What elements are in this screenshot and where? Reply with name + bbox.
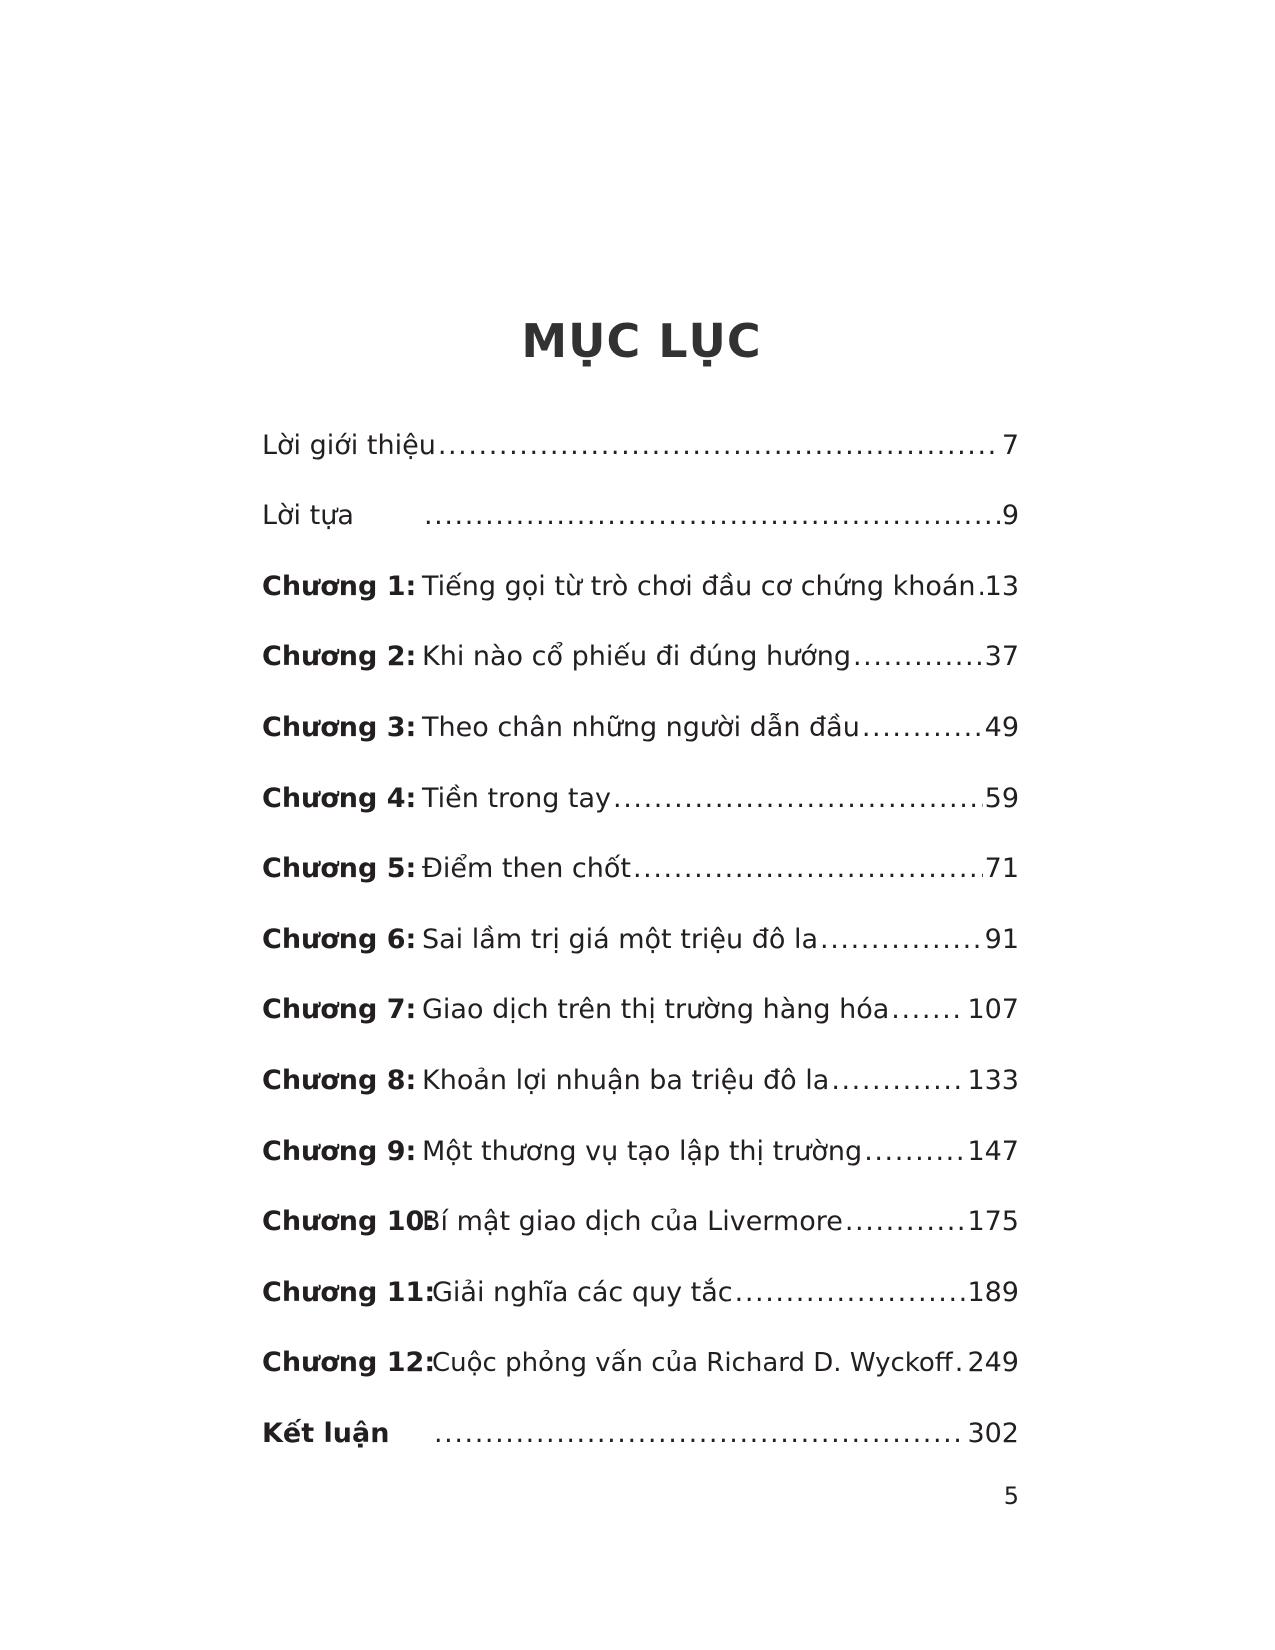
toc-entry-page: 249 xyxy=(967,1347,1019,1379)
toc-entry-label: Chương 10: xyxy=(262,1206,436,1238)
toc-entry-label: Lời giới thiệu xyxy=(262,429,436,461)
toc-entry-label: Chương 6: xyxy=(262,923,417,955)
toc-entry-chapter-9 xyxy=(262,1104,1019,1175)
toc-entry-label: Chương 7: xyxy=(262,994,417,1026)
toc-entry-page: 59 xyxy=(984,782,1019,814)
toc-entry-label: Chương 3: xyxy=(262,711,417,743)
dot-leader xyxy=(735,1279,966,1316)
toc-entry-title: Sai lầm trị giá một triệu đô la xyxy=(422,923,819,955)
dot-leader xyxy=(820,926,983,963)
dot-leader xyxy=(853,643,983,680)
table-of-contents xyxy=(262,398,1019,1457)
dot-leader xyxy=(862,714,983,751)
toc-entry-title: Bí mật giao dịch của Livermore xyxy=(422,1206,843,1238)
toc-entry-label: Chương 9: xyxy=(262,1135,417,1167)
toc-entry-title: Điểm then chốt xyxy=(422,853,631,885)
toc-entry-chapter-3 xyxy=(262,680,1019,751)
toc-entry-label: Chương 12: xyxy=(262,1347,436,1379)
toc-entry-chapter-4 xyxy=(262,751,1019,822)
toc-entry-chapter-5 xyxy=(262,822,1019,893)
toc-entry-page: 71 xyxy=(984,853,1019,885)
page-number: 5 xyxy=(1003,1482,1019,1510)
toc-entry-label: Chương 5: xyxy=(262,853,417,885)
toc-entry-title: Khi nào cổ phiếu đi đúng hướng xyxy=(422,641,851,673)
toc-entry-chapter-11 xyxy=(262,1245,1019,1316)
toc-entry-chapter-6 xyxy=(262,892,1019,963)
page-title: MỤC LỤC xyxy=(521,314,762,368)
toc-entry-preface xyxy=(262,469,1019,540)
toc-entry-page: 37 xyxy=(984,641,1019,673)
toc-entry-page: 302 xyxy=(967,1417,1019,1449)
toc-entry-chapter-10 xyxy=(262,1175,1019,1246)
toc-entry-title: Khoản lợi nhuận ba triệu đô la xyxy=(422,1064,830,1096)
toc-entry-page: 9 xyxy=(1001,500,1019,532)
toc-entry-chapter-7 xyxy=(262,963,1019,1034)
dot-leader xyxy=(978,573,983,610)
dot-leader xyxy=(438,432,1000,469)
toc-entry-intro xyxy=(262,398,1019,469)
toc-entry-page: 7 xyxy=(1001,429,1019,461)
dot-leader xyxy=(891,996,965,1033)
toc-entry-title: Một thương vụ tạo lập thị trường xyxy=(422,1135,863,1167)
toc-entry-page: 91 xyxy=(984,923,1019,955)
toc-entry-title: Tiếng gọi từ trò chơi đầu cơ chứng khoán xyxy=(422,570,976,602)
toc-entry-label: Kết luận xyxy=(262,1417,390,1449)
dot-leader xyxy=(845,1208,966,1245)
dot-leader xyxy=(633,855,983,892)
toc-entry-label: Chương 8: xyxy=(262,1064,417,1096)
toc-entry-title: Giải nghĩa các quy tắc xyxy=(432,1276,733,1308)
toc-entry-page: 133 xyxy=(967,1064,1019,1096)
toc-entry-conclusion xyxy=(262,1386,1019,1457)
toc-entry-page: 189 xyxy=(967,1276,1019,1308)
toc-entry-label: Chương 1: xyxy=(262,570,417,602)
toc-entry-label: Chương 4: xyxy=(262,782,417,814)
toc-entry-page: 13 xyxy=(984,570,1019,602)
dot-leader xyxy=(434,1420,965,1457)
toc-entry-title: Theo chân những người dẫn đầu xyxy=(422,711,860,743)
toc-entry-page: 147 xyxy=(967,1135,1019,1167)
toc-entry-label: Chương 2: xyxy=(262,641,417,673)
dot-leader xyxy=(864,1138,965,1175)
toc-entry-label: Lời tựa xyxy=(262,500,354,532)
dot-leader xyxy=(424,502,1000,539)
toc-entry-title: Cuộc phỏng vấn của Richard D. Wyckoff xyxy=(432,1348,953,1379)
toc-entry-chapter-1 xyxy=(262,539,1019,610)
toc-entry-chapter-2 xyxy=(262,610,1019,681)
toc-entry-label: Chương 11: xyxy=(262,1276,436,1308)
toc-entry-page: 175 xyxy=(967,1206,1019,1238)
toc-entry-page: 49 xyxy=(984,711,1019,743)
toc-entry-title: Tiền trong tay xyxy=(422,782,612,814)
toc-entry-chapter-8 xyxy=(262,1033,1019,1104)
toc-entry-chapter-12 xyxy=(262,1316,1019,1387)
dot-leader xyxy=(831,1067,965,1104)
dot-leader xyxy=(955,1349,966,1386)
toc-entry-page: 107 xyxy=(967,994,1019,1026)
toc-entry-title: Giao dịch trên thị trường hàng hóa xyxy=(422,994,890,1026)
dot-leader xyxy=(613,785,983,822)
